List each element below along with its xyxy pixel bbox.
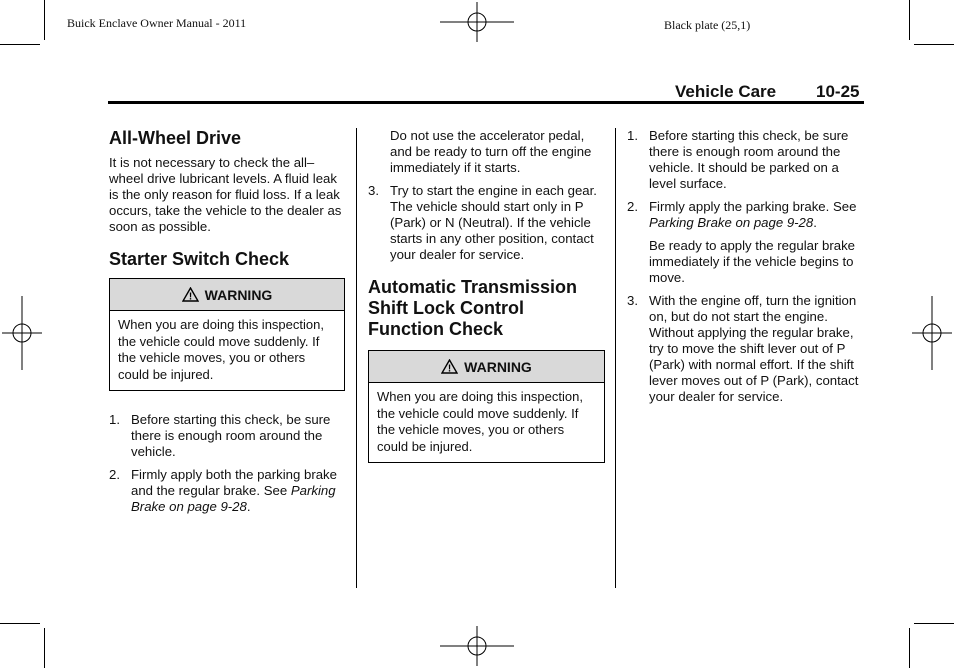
step-text: Firmly apply the parking brake. See (649, 199, 857, 214)
section-title: Vehicle Care (675, 82, 777, 101)
cross-reference: Parking Brake on page 9-28 (131, 482, 336, 514)
starter-heading: Starter Switch Check (109, 249, 290, 269)
warning-box (109, 278, 345, 391)
column-divider (356, 128, 357, 588)
step-number: 2. (627, 199, 638, 214)
column-2 (368, 128, 604, 463)
step-text-end: . (813, 215, 817, 230)
column-1 (109, 128, 344, 515)
step-number: 2. (109, 466, 120, 482)
page-number: 10-25 (816, 82, 860, 101)
list-item (627, 128, 863, 192)
header-rule (108, 101, 864, 104)
warning-header (110, 279, 344, 311)
warning-triangle-icon (441, 359, 458, 374)
list-item (109, 412, 344, 460)
warning-triangle-icon (182, 287, 199, 302)
step-note: Be ready to apply the regular brake immediately if the vehicle begins to move. (649, 238, 855, 285)
step-text: Try to start the engine in each gear. The vehicle should start only in P (Park) or N (Neutral). If the vehicle starts in any other position, contact your dealer for service. (390, 183, 597, 262)
warning-header (369, 351, 604, 383)
list-item (109, 467, 344, 515)
list-item (627, 199, 863, 286)
step-number: 3. (627, 293, 638, 308)
manual-title: Buick Enclave Owner Manual - 2011 (67, 16, 247, 30)
step-number: 3. (368, 183, 379, 198)
starter-steps (109, 412, 344, 515)
warning-box (368, 350, 605, 463)
list-item (627, 293, 863, 405)
warning-text: When you are doing this inspection, the vehicle could move suddenly. If the vehicle moves, you or others could be injured. (377, 389, 583, 455)
shift-lock-steps (627, 128, 863, 405)
column-divider (615, 128, 616, 588)
step-text: Before starting this check, be sure there is enough room around the vehicle. (131, 411, 331, 459)
warning-label: WARNING (464, 358, 532, 375)
warning-text: When you are doing this inspection, the vehicle could move suddenly. If the vehicle moves, you or others could be injured. (118, 317, 324, 383)
awd-text: It is not necessary to check the all–wheel drive lubricant levels. A fluid leak is the only reason for fluid loss. If a leak occurs, take the vehicle to the dealer as soon as possible. (109, 155, 342, 234)
step-number: 1. (109, 411, 120, 427)
starter-steps-continued (368, 183, 604, 263)
cross-reference: Parking Brake on page 9-28 (649, 215, 814, 230)
plate-label: Black plate (25,1) (664, 18, 751, 32)
awd-heading: All-Wheel Drive (109, 128, 242, 148)
step-text-end: . (246, 498, 251, 514)
list-item (368, 183, 604, 263)
warning-label: WARNING (204, 286, 273, 303)
step-text: With the engine off, turn the ignition on, but do not start the engine. Without applying the regular brake, try to move the shift lever out of P (Park) with normal effort. If the shift lever moves out of P (Park), contact your dealer for service. (649, 293, 859, 404)
step-text: Firmly apply both the parking brake and the regular brake. See (131, 466, 337, 498)
column-3 (627, 128, 863, 405)
continued-text: Do not use the accelerator pedal, and be ready to turn off the engine immediately if it starts. (390, 128, 592, 175)
step-number: 1. (627, 128, 638, 143)
svg-text:!: ! (188, 291, 192, 302)
svg-text:!: ! (447, 363, 452, 374)
step-text: Before starting this check, be sure there is enough room around the vehicle. It should be parked on a level surface. (649, 128, 849, 191)
ats-heading: Automatic Transmission Shift Lock Control Function Check (368, 277, 578, 339)
